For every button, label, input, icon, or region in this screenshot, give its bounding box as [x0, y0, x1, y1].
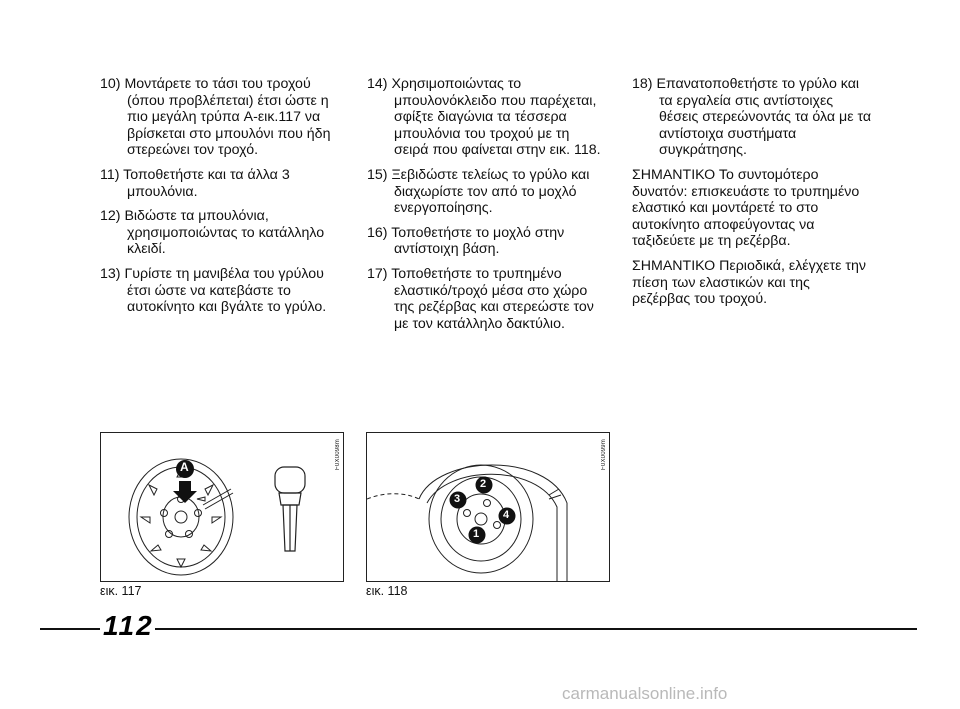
text-column-2	[367, 76, 607, 340]
important-note-1: ΣΗΜΑΝΤΙΚΟ Το συντομότερο δυνατόν: επισκευάστε το τρυπημένο ελαστικό και μοντάρετέ το στο αυτοκίνητο αποφεύγοντας να ταξιδεύετε με τη ρεζέρβα.	[632, 166, 860, 250]
figure-117-caption: εικ. 117	[100, 584, 142, 598]
bolt-label-4: 4	[503, 509, 510, 521]
bolt-label-3: 3	[454, 493, 461, 505]
important-note-2: ΣΗΜΑΝΤΙΚΟ Περιοδικά, ελέγχετε την πίεση των ελαστικών και της ρεζέρβας του τροχού.	[632, 257, 866, 308]
instruction-step-18: 18) Επανατοποθετήστε το γρύλο και τα εργαλεία στις αντίστοιχες θέσεις στερεώνοντάς τα όλα με τα αντίστοιχα συστήματα συγκράτησης.	[632, 76, 872, 159]
figure-118-caption: εικ. 118	[366, 584, 408, 598]
watermark: carmanualsonline.info	[562, 684, 728, 703]
instruction-step-14: 14) Χρησιμοποιώντας το μπουλονόκλειδο που παρέχεται, σφίξτε διαγώνια τα τέσσερα μπουλόνια του τροχού με τη σειρά που φαίνεται στην εικ. 118.	[367, 76, 601, 159]
figure-code: F0X0099m	[601, 439, 607, 470]
figure-117	[100, 432, 344, 582]
footer-rule-left	[40, 628, 100, 630]
instruction-step-16: 16) Τοποθετήστε το μοχλό στην αντίστοιχη βάση.	[367, 224, 565, 258]
label-a: A	[180, 460, 189, 474]
hubcap-illustration	[101, 433, 343, 581]
wheel-bolts-illustration	[367, 433, 609, 581]
instruction-step-15: 15) Ξεβιδώστε τελείως το γρύλο και διαχωρίστε τον από το μοχλό ενεργοποίησης.	[367, 166, 590, 217]
bolt-label-2: 2	[480, 478, 487, 490]
page-number: 112	[103, 610, 154, 641]
instruction-step-13: 13) Γυρίστε τη μανιβέλα του γρύλου έτσι ώστε να κατεβάστε το αυτοκίνητο και βγάλτε το γρύλο.	[100, 265, 327, 316]
footer-rule-right	[155, 628, 917, 630]
instruction-step-12: 12) Βιδώστε τα μπουλόνια, χρησιμοποιώντας το κατάλληλο κλειδί.	[100, 208, 325, 258]
bolt-label-1: 1	[473, 528, 480, 540]
instruction-step-10: 10) Μοντάρετε το τάσι του τροχού (όπου προβλέπεται) έτσι ώστε η πιο μεγάλη τρύπα A-εικ.117 να βρίσκεται στο μπουλόνι που ήδη στερεώνει τον τροχό.	[100, 76, 331, 159]
figure-code: F0X0098m	[335, 439, 341, 470]
text-column-1	[100, 76, 345, 324]
instruction-step-17: 17) Τοποθετήστε το τρυπημένο ελαστικό/τροχό μέσα στο χώρο της ρεζέρβας και στερεώστε τον με τον κατάλληλο δακτύλιο.	[367, 265, 594, 332]
instruction-step-11: 11) Τοποθετήστε και τα άλλα 3 μπουλόνια.	[100, 166, 290, 200]
text-column-3	[632, 76, 872, 316]
figure-118	[366, 432, 610, 582]
